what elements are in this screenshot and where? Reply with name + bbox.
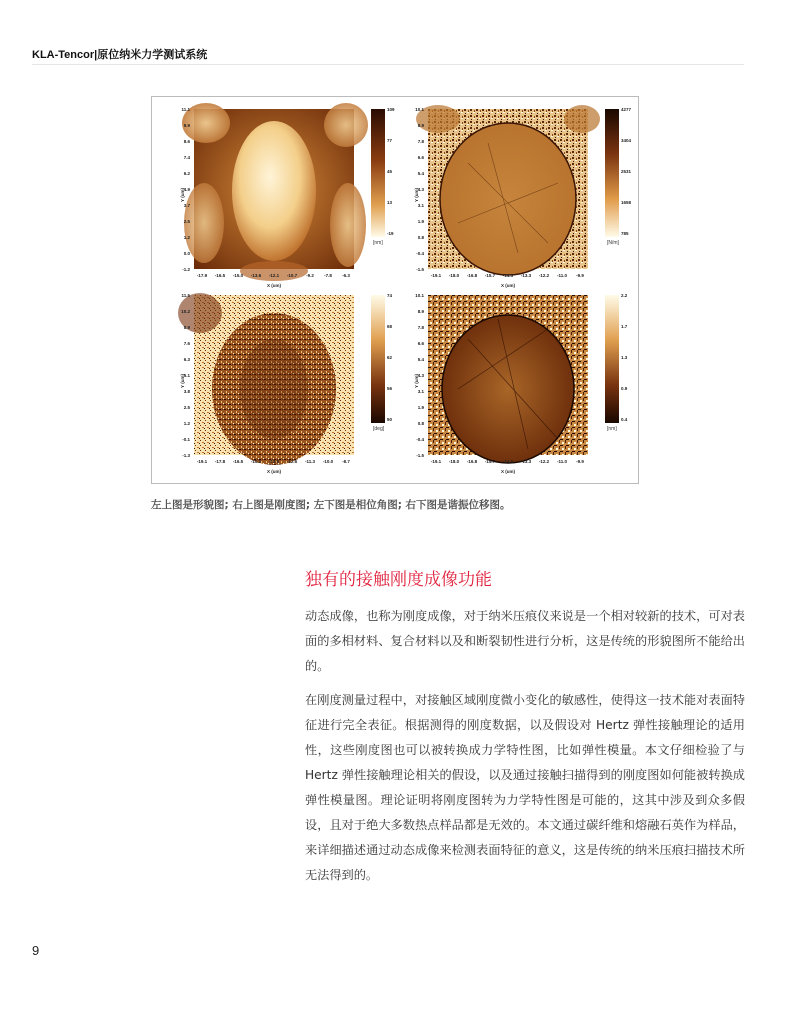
x-tick-label: -18.0 — [448, 273, 460, 278]
y-tick-label: 2.5 — [183, 405, 190, 410]
y-tick-label: 8.9 — [417, 123, 424, 128]
colorbar-tick-label: 785 — [621, 231, 629, 236]
colorbar-tick-label: 109 — [387, 107, 395, 112]
x-tick-label: -19.1 — [430, 273, 442, 278]
panel-stiffness — [398, 103, 632, 291]
y-tick-label: -0.4 — [416, 251, 424, 256]
colorbar-tick-label: 13 — [387, 200, 393, 205]
colorbar-tick-label: 56 — [387, 386, 393, 391]
panel-phase-xticks — [197, 459, 351, 464]
x-tick-label: -17.9 — [196, 273, 208, 278]
y-tick-label: 6.3 — [183, 357, 190, 362]
colorbar-tick-label: 62 — [387, 355, 393, 360]
x-tick-label: -15.7 — [484, 273, 496, 278]
y-tick-label: 1.9 — [417, 405, 424, 410]
panel-phase-cbticks — [387, 293, 393, 422]
panel-resonant-displacement-cbticks — [621, 293, 628, 422]
phase-colorbar — [371, 295, 385, 423]
y-tick-label: 7.6 — [183, 341, 190, 346]
x-tick-label: -13.6 — [250, 273, 262, 278]
x-tick-label: -9.2 — [306, 273, 314, 278]
colorbar-unit-label: [N/m] — [607, 240, 619, 246]
x-tick-label: -18.0 — [448, 459, 460, 464]
x-tick-label: -7.8 — [324, 273, 332, 278]
y-tick-label: 1.2 — [183, 235, 190, 240]
header-divider — [32, 64, 744, 65]
y-tick-label: 0.8 — [417, 235, 424, 240]
colorbar-tick-label: 0.4 — [621, 417, 628, 422]
y-tick-label: 6.2 — [183, 171, 190, 176]
x-tick-label: -10.7 — [286, 273, 298, 278]
x-tick-label: -11.3 — [304, 459, 316, 464]
x-axis-label: X (um) — [501, 469, 515, 474]
y-tick-label: 11.5 — [181, 293, 190, 298]
y-tick-label: -1.5 — [416, 453, 424, 458]
y-tick-label: 9.9 — [183, 123, 190, 128]
y-tick-label: 7.8 — [417, 139, 424, 144]
y-tick-label: 0.0 — [183, 251, 190, 256]
y-tick-label: 5.1 — [183, 373, 190, 378]
y-tick-label: 3.1 — [417, 389, 424, 394]
x-tick-label: -6.3 — [342, 273, 350, 278]
document-header: KLA-Tencor|原位纳米力学测试系统 — [32, 49, 208, 61]
colorbar-tick-label: 1.7 — [621, 324, 628, 329]
y-tick-label: 2.5 — [183, 219, 190, 224]
figure-caption: 左上图是形貌图; 右上图是刚度图; 左下图是相位角图; 右下图是谐振位移图。 — [151, 499, 511, 511]
x-tick-label: -10.0 — [322, 459, 334, 464]
colorbar-tick-label: 77 — [387, 138, 393, 143]
colorbar-tick-label: 4277 — [621, 107, 632, 112]
x-tick-label: -14.5 — [502, 459, 514, 464]
y-tick-label: 10.1 — [415, 107, 424, 112]
stiffness-colorbar — [605, 109, 619, 237]
x-tick-label: -12.2 — [538, 459, 550, 464]
y-tick-label: 1.2 — [183, 421, 190, 426]
x-tick-label: -11.0 — [556, 459, 568, 464]
x-tick-label: -19.1 — [196, 459, 208, 464]
y-tick-label: -1.5 — [416, 267, 424, 272]
y-tick-label: 11.1 — [181, 107, 190, 112]
x-tick-label: -12.6 — [286, 459, 298, 464]
y-axis-label: Y (um) — [180, 374, 185, 388]
panel-topography-cbticks — [387, 107, 395, 236]
y-tick-label: 6.6 — [417, 341, 424, 346]
colorbar-tick-label: 1658 — [621, 200, 632, 205]
colorbar-tick-label: 2.2 — [621, 293, 628, 298]
x-tick-label: -11.0 — [556, 273, 568, 278]
colorbar-tick-label: -19 — [387, 231, 394, 236]
y-tick-label: 10.2 — [181, 309, 190, 314]
x-tick-label: -12.1 — [268, 273, 280, 278]
y-tick-label: 3.8 — [183, 389, 190, 394]
x-axis-label: X (um) — [501, 283, 515, 288]
colorbar-tick-label: 1.3 — [621, 355, 628, 360]
topography-colorbar — [371, 109, 385, 237]
page-number: 9 — [32, 943, 40, 958]
colorbar-unit-label: [deg] — [373, 426, 385, 432]
y-tick-label: 8.9 — [183, 325, 190, 330]
x-tick-label: -12.2 — [538, 273, 550, 278]
y-tick-label: -0.4 — [416, 437, 424, 442]
y-tick-label: 5.4 — [417, 171, 424, 176]
y-tick-label: 8.9 — [417, 309, 424, 314]
paragraph: 在刚度测量过程中，对接触区域刚度微小变化的敏感性，使得这一技术能对表面特征进行完全表征。根据测得的刚度数据，以及假设对 Hertz 弹性接触理论的适用性，这些刚度图也可以被转换成力学特性图，比如弹性模量。本文仔细检验了与 Hertz 弹性接触理论相关的假设，以及通过接触扫描得到的刚度图如何能被转换成弹性模量图。理论证明将刚度图转为力学特性图是可能的，这其中涉及到众多假设，且对于绝大多数热点样品都是无效的。本文通过碳纤维和熔融石英作为样品，来详细描述通过动态成像来检测表面特征的意义，这是传统的纳米压痕扫描技术所无法得到的。 — [305, 693, 745, 882]
y-tick-label: 0.8 — [417, 421, 424, 426]
figure-afm-maps — [151, 96, 639, 484]
y-axis-label: Y (um) — [180, 188, 185, 202]
panel-resonant-displacement-xticks — [431, 459, 585, 464]
panel-topography — [164, 103, 394, 291]
x-tick-label: -19.1 — [430, 459, 442, 464]
colorbar-unit-label: [nm] — [607, 426, 617, 432]
x-tick-label: -9.9 — [576, 459, 584, 464]
resonant-displacement-colorbar — [605, 295, 619, 423]
panel-stiffness-xticks — [431, 273, 585, 278]
y-tick-label: 1.9 — [417, 219, 424, 224]
y-tick-label: 4.3 — [417, 187, 424, 192]
x-axis-label: X (um) — [267, 283, 281, 288]
colorbar-tick-label: 50 — [387, 417, 393, 422]
section-title: 独有的接触刚度成像功能 — [305, 570, 492, 590]
x-tick-label: -15.2 — [250, 459, 262, 464]
y-tick-label: 4.9 — [183, 187, 190, 192]
y-axis-label: Y (um) — [414, 374, 419, 388]
x-tick-label: -16.5 — [232, 459, 244, 464]
panel-stiffness-cbticks — [621, 107, 632, 236]
y-axis-label: Y (um) — [414, 188, 419, 202]
y-tick-label: 7.8 — [417, 325, 424, 330]
y-tick-label: 3.1 — [417, 203, 424, 208]
x-tick-label: -17.8 — [214, 459, 226, 464]
y-tick-label: -0.1 — [182, 437, 190, 442]
colorbar-tick-label: 3404 — [621, 138, 632, 143]
y-tick-label: 4.3 — [417, 373, 424, 378]
y-tick-label: 6.6 — [417, 155, 424, 160]
x-tick-label: -9.9 — [576, 273, 584, 278]
x-tick-label: -8.7 — [342, 459, 350, 464]
y-tick-label: -1.2 — [182, 267, 190, 272]
y-tick-label: -1.3 — [182, 453, 190, 458]
x-tick-label: -15.7 — [484, 459, 496, 464]
x-tick-label: -16.8 — [466, 273, 478, 278]
x-tick-label: -13.3 — [520, 273, 532, 278]
panel-topography-xticks — [197, 273, 351, 278]
y-tick-label: 3.7 — [183, 203, 190, 208]
x-tick-label: -13.3 — [520, 459, 532, 464]
colorbar-tick-label: 2531 — [621, 169, 632, 174]
y-tick-label: 10.1 — [415, 293, 424, 298]
colorbar-unit-label: [nm] — [373, 240, 383, 246]
x-axis-label: X (um) — [267, 469, 281, 474]
colorbar-tick-label: 0.9 — [621, 386, 628, 391]
x-tick-label: -16.5 — [214, 273, 226, 278]
panel-resonant-displacement — [398, 289, 628, 477]
panel-phase — [164, 289, 394, 477]
paragraph: 动态成像，也称为刚度成像，对于纳米压痕仪来说是一个相对较新的技术，可对表面的多相材料、复合材料以及和断裂韧性进行分析，这是传统的形貌图所不能给出的。 — [305, 609, 745, 673]
x-tick-label: -14.5 — [502, 273, 514, 278]
colorbar-tick-label: 45 — [387, 169, 393, 174]
colorbar-tick-label: 68 — [387, 324, 393, 329]
x-tick-label: -15.0 — [232, 273, 244, 278]
x-tick-label: -16.8 — [466, 459, 478, 464]
y-tick-label: 7.4 — [183, 155, 190, 160]
y-tick-label: 8.6 — [183, 139, 190, 144]
y-tick-label: 5.4 — [417, 357, 424, 362]
colorbar-tick-label: 74 — [387, 293, 393, 298]
x-tick-label: -13.9 — [268, 459, 280, 464]
